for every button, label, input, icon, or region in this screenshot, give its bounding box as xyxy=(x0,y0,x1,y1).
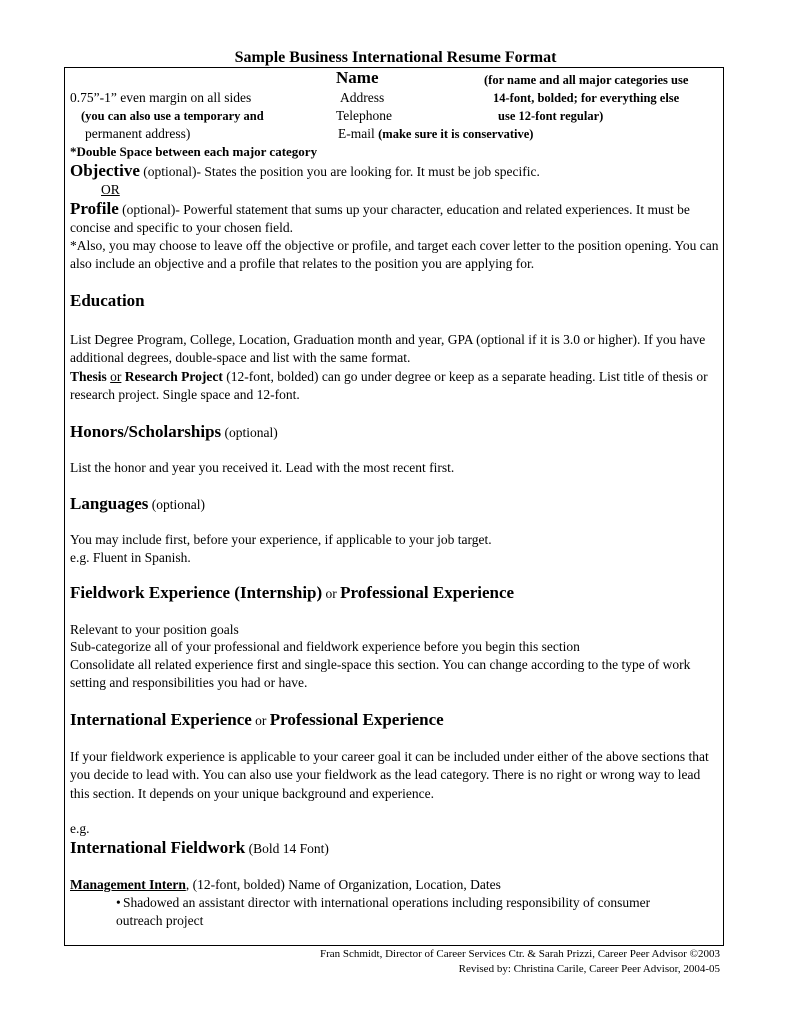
profile-paragraph xyxy=(70,199,720,238)
thesis-text: (12-font, bolded) can go under degree or keep as a separate heading. List title of thesis or research project. Single space and 12-font. xyxy=(70,369,708,403)
international-eg: e.g. xyxy=(70,821,90,836)
bullet-text: Shadowed an assistant director with international operations including responsibility of consumer outreach project xyxy=(116,895,651,929)
footer-line-1: Fran Schmidt, Director of Career Services Ctr. & Sarah Prizzi, Career Peer Advisor ©2003 xyxy=(320,948,720,960)
email-note: (make sure it is conservative) xyxy=(378,127,534,141)
job-text: , (12-font, bolded) Name of Organization, Location, Dates xyxy=(185,877,501,892)
languages-heading: Languages xyxy=(70,494,149,513)
intl-fieldwork-heading-line xyxy=(70,838,329,858)
languages-text-1: You may include first, before your experience, if applicable to your job target. xyxy=(70,532,492,547)
profile-note: *Also, you may choose to leave off the objective or profile, and target each cover letter to the position opening. You can also include an objective and a profile that relates to the position you are applying for. xyxy=(70,238,719,272)
font-note-1: (for name and all major categories use xyxy=(484,73,689,87)
email-label: E-mail xyxy=(338,126,375,141)
fieldwork-heading-b: Professional Experience xyxy=(340,583,515,602)
job-title: Management Intern xyxy=(70,877,186,892)
permanent-address-note: permanent address) xyxy=(85,126,191,141)
fieldwork-line-3: Consolidate all related experience first and single-space this section. You can change according to the type of work setting and responsibilities you had or have. xyxy=(70,657,691,691)
bullet-icon: • xyxy=(116,895,121,910)
or-label: OR xyxy=(101,182,120,197)
thesis-label: Thesis xyxy=(70,369,107,384)
research-label: Research Project xyxy=(124,369,223,384)
font-note-3: use 12-font regular) xyxy=(498,109,604,123)
thesis-or: or xyxy=(110,369,122,384)
fieldwork-line-1: Relevant to your position goals xyxy=(70,622,239,637)
temp-address-note: (you can also use a temporary and xyxy=(81,109,264,123)
international-or: or xyxy=(251,713,270,728)
languages-text-2: e.g. Fluent in Spanish. xyxy=(70,550,191,565)
address-label: Address xyxy=(340,90,385,105)
email-line xyxy=(338,125,533,143)
international-heading-b: Professional Experience xyxy=(269,710,444,729)
intl-fieldwork-heading: International Fieldwork xyxy=(70,838,246,857)
honors-heading: Honors/Scholarships xyxy=(70,422,222,441)
international-heading-a: International Experience xyxy=(70,710,252,729)
telephone-label: Telephone xyxy=(336,108,393,123)
education-heading: Education xyxy=(70,291,145,310)
margin-note: 0.75”-1” even margin on all sides xyxy=(70,90,252,105)
fieldwork-line-2: Sub-categorize all of your professional and fieldwork experience before you begin this section xyxy=(70,639,580,654)
objective-line xyxy=(70,161,540,181)
intl-fieldwork-note: (Bold 14 Font) xyxy=(245,841,329,856)
objective-text: (optional)- States the position you are looking for. It must be job specific. xyxy=(139,164,540,179)
fieldwork-heading-a: Fieldwork Experience (Internship) xyxy=(70,583,323,602)
profile-heading: Profile xyxy=(70,199,119,218)
fieldwork-or: or xyxy=(322,586,341,601)
objective-heading: Objective xyxy=(70,161,140,180)
document-title: Sample Business International Resume Format xyxy=(234,49,557,66)
font-note-2: 14-font, bolded; for everything else xyxy=(493,91,680,105)
honors-heading-line xyxy=(70,422,278,442)
thesis-paragraph xyxy=(70,368,720,405)
job-line xyxy=(70,876,501,894)
international-heading-line xyxy=(70,710,444,730)
fieldwork-heading-line xyxy=(70,583,514,603)
double-space-note: *Double Space between each major category xyxy=(70,144,318,159)
languages-heading-line xyxy=(70,494,205,514)
languages-optional: (optional) xyxy=(148,497,206,512)
honors-optional: (optional) xyxy=(221,425,278,440)
name-label: Name xyxy=(336,68,379,87)
footer-line-2: Revised by: Christina Carile, Career Peer Advisor, 2004-05 xyxy=(458,963,720,975)
profile-text: (optional)- Powerful statement that sums up your character, education and related experiences. It must be concise and specific to your chosen field. xyxy=(70,202,690,236)
honors-text: List the honor and year you received it. Lead with the most recent first. xyxy=(70,460,455,475)
international-text: If your fieldwork experience is applicable to your career goal it can be included under either of the above sections that you decide to lead with. You can also use your fieldwork as the lead category. There is no right or wrong way to lead this section. It depends on your unique background and experience. xyxy=(70,749,709,801)
education-text: List Degree Program, College, Location, Graduation month and year, GPA (optional if it is 3.0 or higher). If you have additional degrees, double-space and list with the same format. xyxy=(70,332,706,366)
